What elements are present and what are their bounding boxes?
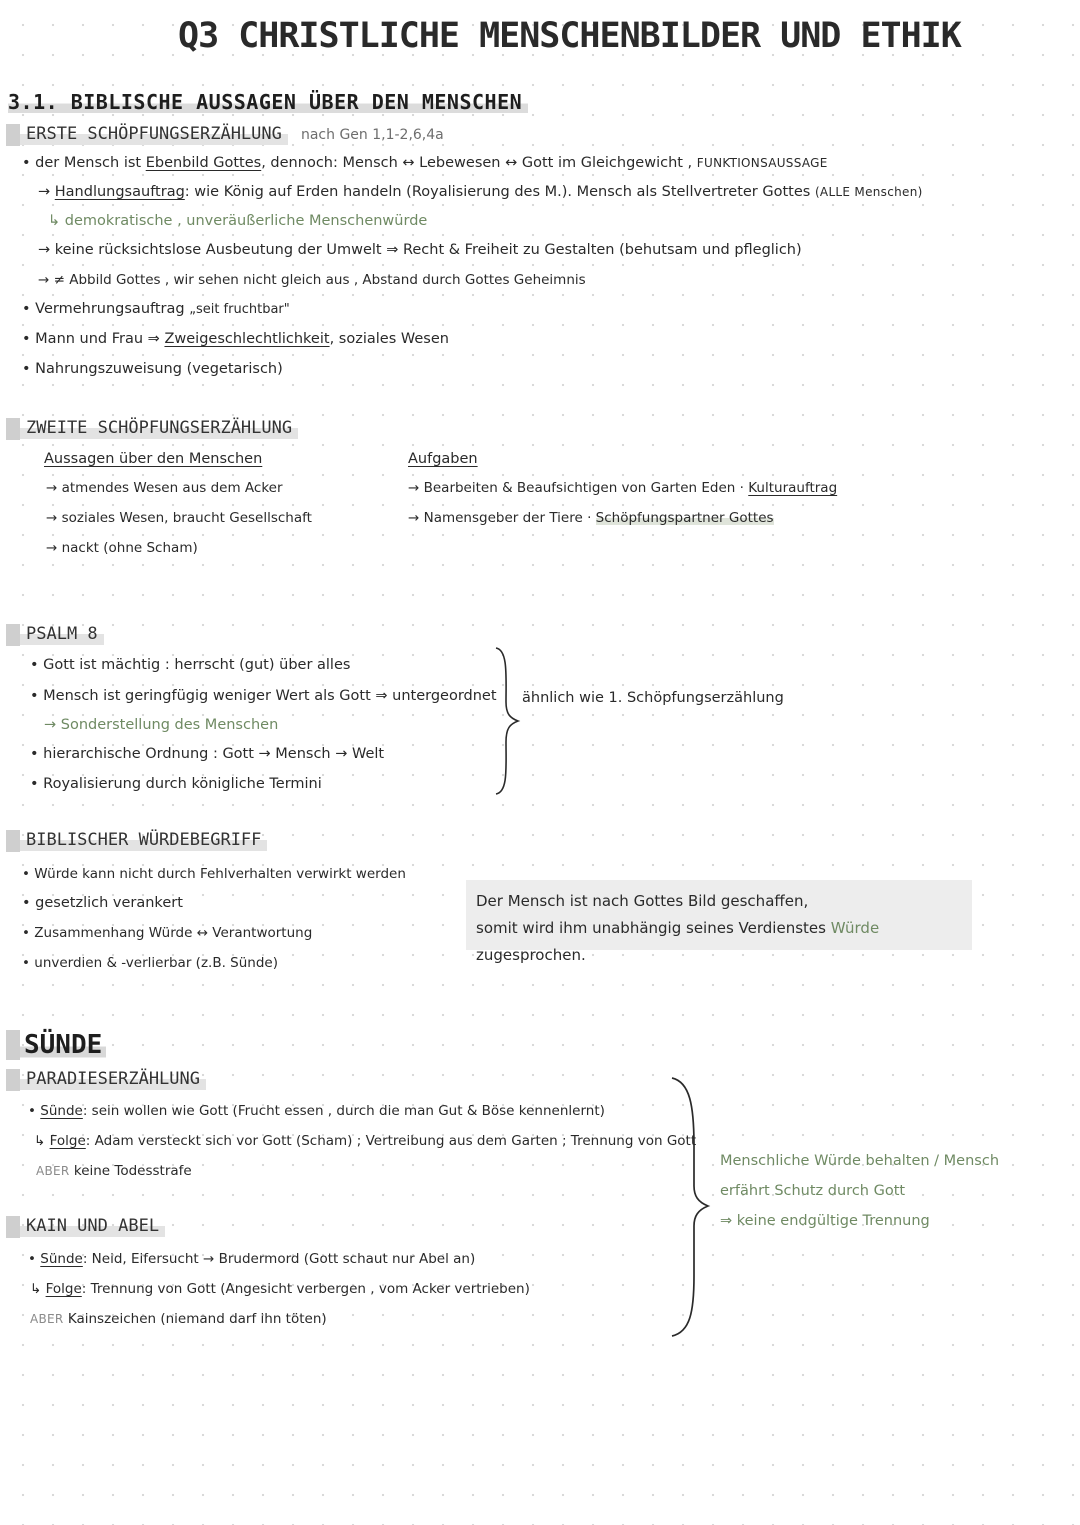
- suende-heading-row: [20, 1030, 106, 1060]
- zweite-schoepfung-heading-row: [20, 418, 298, 438]
- psalm-line-3: → Sonderstellung des Menschen: [44, 717, 279, 733]
- zweite-right-item-2: → Namensgeber der Tiere · Schöpfungspartner Gottes: [408, 510, 774, 526]
- erste-schoepfung-heading-row: [20, 124, 444, 144]
- zweite-left-item-2: → soziales Wesen, braucht Gesellschaft: [46, 510, 312, 526]
- paradies-line-1: • Sünde: sein wollen wie Gott (Frucht essen , durch die man Gut & Böse kennenlernt): [28, 1103, 605, 1119]
- section-heading-biblische-aussagen: 3.1. BIBLISCHE AUSSAGEN ÜBER DEN MENSCHEN: [8, 88, 528, 116]
- psalm-heading-row: [20, 624, 104, 644]
- suende-note-line-3: ⇒ keine endgültige Trennung: [720, 1213, 930, 1229]
- erste-line-8: • Nahrungszuweisung (vegetarisch): [22, 361, 283, 377]
- erste-schoepfung-ref: nach Gen 1,1-2,6,4a: [300, 127, 444, 143]
- psalm-brace: [492, 646, 522, 796]
- wuerde-box-line-2: somit wird ihm unabhängig seines Verdienstes Würde zugesprochen.: [476, 919, 880, 964]
- wuerde-item-2: • gesetzlich verankert: [22, 895, 183, 911]
- wuerde-box-line-1: Der Mensch ist nach Gottes Bild geschaffen,: [476, 892, 809, 910]
- erste-line-1: • der Mensch ist Ebenbild Gottes, dennoch: Mensch ↔ Lebewesen ↔ Gott im Gleichgewicht , FUNKTIONSAUSSAGE: [22, 155, 828, 171]
- paradies-heading: PARADIESERZÄHLUNG: [6, 1069, 206, 1091]
- paradies-line-3: ABER keine Todesstrafe: [36, 1163, 192, 1179]
- psalm-line-5: • Royalisierung durch königliche Termini: [30, 776, 322, 792]
- zweite-left-item-1: → atmendes Wesen aus dem Acker: [46, 480, 283, 496]
- page-title: Q3 CHRISTLICHE MENSCHENBILDER UND ETHIK: [178, 16, 961, 56]
- erste-line-3: ↳ demokratische , unveräußerliche Menschenwürde: [48, 213, 428, 229]
- erste-line-2: → Handlungsauftrag: wie König auf Erden handeln (Royalisierung des M.). Mensch als Stellvertreter Gottes (ALLE Menschen): [38, 184, 923, 200]
- psalm-line-1: • Gott ist mächtig : herrscht (gut) über alles: [30, 657, 351, 673]
- wuerde-heading: BIBLISCHER WÜRDEBEGRIFF: [6, 830, 267, 852]
- wuerde-definition-box: [466, 880, 972, 964]
- wuerde-item-3: • Zusammenhang Würde ↔ Verantwortung: [22, 925, 313, 941]
- paradies-heading-row: [20, 1069, 206, 1089]
- kain-line-2: ↳ Folge: Trennung von Gott (Angesicht verbergen , vom Acker vertrieben): [30, 1281, 530, 1297]
- psalm-line-4: • hierarchische Ordnung : Gott → Mensch → Welt: [30, 746, 385, 762]
- zweite-left-item-3: → nackt (ohne Scham): [46, 540, 198, 556]
- zweite-right-item-1: → Bearbeiten & Beaufsichtigen von Garten Eden · Kulturauftrag: [408, 480, 838, 496]
- wuerde-item-1: • Würde kann nicht durch Fehlverhalten verwirkt werden: [22, 866, 406, 882]
- erste-line-7: • Mann und Frau ⇒ Zweigeschlechtlichkeit, soziales Wesen: [22, 331, 449, 347]
- zweite-right-heading: Aufgaben: [408, 451, 478, 467]
- erste-line-5: → ≠ Abbild Gottes , wir sehen nicht gleich aus , Abstand durch Gottes Geheimnis: [38, 272, 586, 288]
- suende-brace: [668, 1076, 712, 1338]
- suende-note-line-2: erfährt Schutz durch Gott: [720, 1183, 906, 1199]
- wuerde-heading-row: [20, 830, 267, 850]
- kain-heading-row: [20, 1216, 165, 1236]
- wuerde-item-4: • unverdien & -verlierbar (z.B. Sünde): [22, 955, 278, 971]
- zweite-schoepfung-heading: ZWEITE SCHÖPFUNGSERZÄHLUNG: [6, 418, 298, 440]
- erste-line-4: → keine rücksichtslose Ausbeutung der Umwelt ⇒ Recht & Freiheit zu Gestalten (behutsam und pfleglich): [38, 242, 802, 258]
- paradies-line-2: ↳ Folge: Adam versteckt sich vor Gott (Scham) ; Vertreibung aus dem Garten ; Trennung von Gott: [34, 1133, 697, 1149]
- psalm-line-2: • Mensch ist geringfügig weniger Wert als Gott ⇒ untergeordnet: [30, 688, 497, 704]
- psalm-heading: PSALM 8: [6, 624, 104, 646]
- kain-line-3: ABER Kainszeichen (niemand darf ihn töten): [30, 1311, 327, 1327]
- psalm-brace-note: ähnlich wie 1. Schöpfungserzählung: [522, 690, 784, 706]
- erste-line-6: • Vermehrungsauftrag „seit fruchtbar": [22, 301, 290, 317]
- erste-schoepfung-heading: ERSTE SCHÖPFUNGSERZÄHLUNG: [6, 124, 288, 146]
- kain-heading: KAIN UND ABEL: [6, 1216, 165, 1238]
- kain-line-1: • Sünde: Neid, Eifersucht → Brudermord (Gott schaut nur Abel an): [28, 1251, 476, 1267]
- zweite-left-heading: Aussagen über den Menschen: [44, 451, 263, 467]
- bullet: •: [22, 155, 36, 171]
- suende-note-line-1: Menschliche Würde behalten / Mensch: [720, 1153, 1000, 1169]
- suende-heading: SÜNDE: [6, 1030, 106, 1060]
